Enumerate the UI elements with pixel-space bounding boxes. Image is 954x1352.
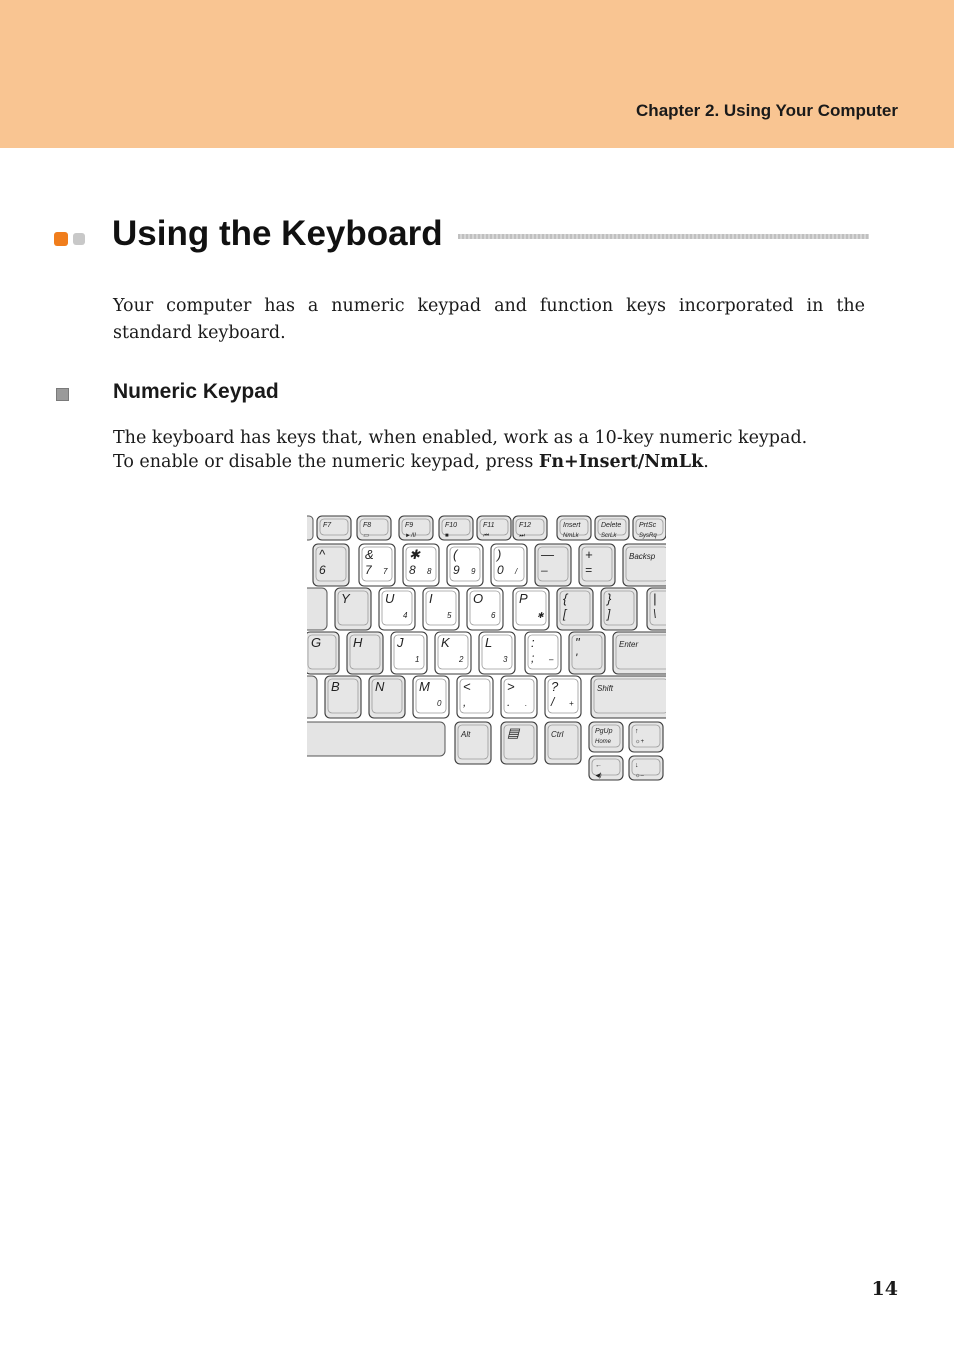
key-ku bbox=[379, 588, 415, 630]
key-main-label: } bbox=[607, 591, 612, 606]
key-numpad-label: ✱ bbox=[537, 611, 544, 620]
key-k9 bbox=[447, 544, 483, 586]
key-kperiod bbox=[501, 676, 537, 718]
key-main-label: J bbox=[397, 635, 404, 650]
key-main-label: — bbox=[541, 547, 554, 562]
title-row bbox=[54, 212, 870, 260]
section-bullet-icon bbox=[56, 388, 69, 401]
shortcut-key-combo: Fn+Insert/NmLk bbox=[538, 452, 704, 472]
section-line-2 bbox=[113, 450, 709, 474]
key-kminus bbox=[535, 544, 571, 586]
key-insert bbox=[557, 516, 591, 540]
key-main-label: L bbox=[485, 635, 493, 650]
key-numpad-label: 4 bbox=[403, 611, 408, 620]
keyboard-svg bbox=[307, 514, 666, 782]
key-klbr bbox=[557, 588, 593, 630]
key-main-label: Alt bbox=[461, 730, 471, 739]
key-k0 bbox=[491, 544, 527, 586]
key-main-label: ▤ bbox=[507, 725, 520, 740]
key-sub-label: ☼+ bbox=[635, 739, 645, 745]
intro-paragraph: Your computer has a numeric keypad and function keys incorporated in the standard keyboard. bbox=[113, 296, 865, 343]
spacebar-key bbox=[307, 722, 445, 756]
key-main-label: K bbox=[441, 635, 450, 650]
key-up bbox=[629, 722, 663, 752]
key-ky bbox=[335, 588, 371, 630]
partial-key bbox=[307, 516, 313, 540]
key-sub-label: = bbox=[585, 563, 593, 577]
key-kp bbox=[513, 588, 549, 630]
key-krbr bbox=[601, 588, 637, 630]
key-main-label: > bbox=[507, 679, 515, 694]
key-sub-label: SysRq bbox=[639, 533, 657, 539]
key-numpad-label: 2 bbox=[459, 655, 464, 664]
key-main-label: Ctrl bbox=[551, 730, 564, 739]
key-main-label: ↑ bbox=[635, 728, 639, 735]
key-numpad-label: 0 bbox=[437, 699, 442, 708]
key-f10 bbox=[439, 516, 473, 540]
key-main-label: M bbox=[419, 679, 430, 694]
key-menu bbox=[501, 722, 537, 764]
section-line-1: The keyboard has keys that, when enabled, work as a 10-key numeric keypad. bbox=[113, 428, 808, 448]
key-ki bbox=[423, 588, 459, 630]
key-numpad-label: 5 bbox=[447, 611, 452, 620]
key-main-label: H bbox=[353, 635, 363, 650]
key-left bbox=[589, 756, 623, 780]
key-main-label: ← bbox=[595, 762, 602, 769]
key-sub-label: ' bbox=[575, 651, 578, 665]
key-sub-label: ►/II bbox=[405, 533, 416, 539]
key-sub-label: ◀) bbox=[595, 773, 602, 779]
key-numpad-label: – bbox=[549, 655, 554, 664]
key-main-label: F8 bbox=[363, 522, 372, 529]
title-rule bbox=[458, 234, 869, 239]
key-main-label: ↓ bbox=[635, 762, 639, 769]
key-kpipe bbox=[647, 588, 666, 630]
key-main-label: ) bbox=[497, 547, 502, 562]
key-sub-label: ; bbox=[531, 651, 535, 665]
key-enter bbox=[613, 632, 666, 674]
key-main-label: Y bbox=[341, 591, 350, 606]
key-numpad-label: 3 bbox=[503, 655, 508, 664]
key-backspace bbox=[623, 544, 666, 586]
key-main-label: B bbox=[331, 679, 340, 694]
key-main-label: F11 bbox=[483, 522, 495, 529]
key-sub-label: ☼– bbox=[635, 773, 644, 779]
key-sub-label: 9 bbox=[453, 563, 460, 577]
key-delete bbox=[595, 516, 629, 540]
key-kcomma bbox=[457, 676, 493, 718]
key-main-label: PgUp bbox=[595, 728, 613, 735]
key-main-label: Enter bbox=[619, 640, 639, 649]
key-main-label: < bbox=[463, 679, 471, 694]
key-cap bbox=[613, 632, 666, 674]
key-main-label: N bbox=[375, 679, 385, 694]
key-k6 bbox=[313, 544, 349, 586]
key-down bbox=[629, 756, 663, 780]
key-sub-label: – bbox=[541, 563, 548, 577]
key-f12 bbox=[513, 516, 547, 540]
key-cap bbox=[589, 722, 623, 752]
key-sub-label: ■ bbox=[445, 533, 449, 539]
key-kslash bbox=[545, 676, 581, 718]
key-cap bbox=[623, 544, 666, 586]
key-pgup bbox=[589, 722, 623, 752]
key-numpad-label: 8 bbox=[427, 567, 432, 576]
key-main-label: PrtSc bbox=[639, 522, 657, 529]
key-kl bbox=[479, 632, 515, 674]
key-main-label: " bbox=[575, 635, 580, 650]
key-main-label: ( bbox=[453, 547, 458, 562]
key-sub-label: , bbox=[463, 695, 467, 709]
key-main-label: Shift bbox=[597, 684, 614, 693]
key-main-label: F10 bbox=[445, 522, 458, 529]
key-kk bbox=[435, 632, 471, 674]
key-kj bbox=[391, 632, 427, 674]
key-sub-label: ScrLk bbox=[601, 533, 617, 539]
key-main-label: { bbox=[563, 591, 568, 606]
line-2-suffix: . bbox=[703, 452, 709, 472]
key-km bbox=[413, 676, 449, 718]
key-sub-label: / bbox=[551, 695, 555, 709]
key-main-label: ✱ bbox=[409, 547, 420, 562]
key-shift bbox=[591, 676, 666, 718]
key-numpad-label: 6 bbox=[491, 611, 496, 620]
key-cap bbox=[629, 722, 663, 752]
key-f11 bbox=[477, 516, 511, 540]
key-sub-label: ⏭ bbox=[519, 533, 525, 539]
key-main-label: P bbox=[519, 591, 528, 606]
key-alt bbox=[455, 722, 491, 764]
key-k8 bbox=[403, 544, 439, 586]
key-k7 bbox=[359, 544, 395, 586]
key-main-label: | bbox=[653, 591, 657, 606]
header-band bbox=[0, 0, 954, 148]
key-sub-label: ▭ bbox=[363, 533, 369, 539]
key-sub-label: NmLk bbox=[563, 533, 579, 539]
key-numpad-label: 1 bbox=[415, 655, 420, 664]
key-main-label: O bbox=[473, 591, 484, 606]
key-f7 bbox=[317, 516, 351, 540]
key-sub-label: [ bbox=[563, 607, 567, 621]
key-sub-label: \ bbox=[653, 607, 657, 621]
key-sub-label: 7 bbox=[365, 563, 372, 577]
key-main-label: + bbox=[585, 547, 593, 562]
chapter-title: Chapter 2. Using Your Computer bbox=[636, 101, 898, 120]
key-main-label: Insert bbox=[563, 522, 581, 529]
key-main-label: F12 bbox=[519, 522, 532, 529]
key-sub-label: 8 bbox=[409, 563, 416, 577]
key-sub-label: . bbox=[507, 695, 511, 709]
orange-bullet-icon bbox=[54, 232, 68, 246]
gray-bullet-icon bbox=[73, 233, 85, 245]
key-main-label: ^ bbox=[319, 547, 326, 562]
key-main-label: : bbox=[531, 635, 535, 650]
key-main-label: I bbox=[429, 591, 433, 606]
key-numpad-label: 7 bbox=[383, 567, 388, 576]
partial-key bbox=[307, 588, 327, 630]
section-title: Numeric Keypad bbox=[113, 380, 279, 403]
key-numpad-label: . bbox=[525, 699, 528, 708]
key-sub-label: Home bbox=[595, 739, 612, 745]
key-main-label: F9 bbox=[405, 522, 414, 529]
key-main-label: G bbox=[311, 635, 322, 650]
key-sub-label: ⏮ bbox=[483, 533, 489, 539]
key-main-label: ? bbox=[551, 679, 559, 694]
key-f8 bbox=[357, 516, 391, 540]
key-cap bbox=[545, 722, 581, 764]
keyboard-illustration bbox=[307, 514, 666, 782]
key-f9 bbox=[399, 516, 433, 540]
key-ctrl bbox=[545, 722, 581, 764]
key-numpad-label: + bbox=[569, 699, 574, 708]
key-ko bbox=[467, 588, 503, 630]
key-main-label: & bbox=[365, 547, 374, 562]
key-main-label: U bbox=[385, 591, 395, 606]
key-kn bbox=[369, 676, 405, 718]
page-title: Using the Keyboard bbox=[112, 214, 443, 253]
key-kplus bbox=[579, 544, 615, 586]
partial-key bbox=[307, 676, 317, 718]
key-kg bbox=[307, 632, 339, 674]
key-numpad-label: / bbox=[515, 567, 518, 576]
key-ksemi bbox=[525, 632, 561, 674]
key-main-label: Backsp bbox=[629, 552, 656, 561]
key-kh bbox=[347, 632, 383, 674]
key-main-label: F7 bbox=[323, 522, 332, 529]
key-prtsc bbox=[633, 516, 666, 540]
line-2-prefix: To enable or disable the numeric keypad, press bbox=[113, 452, 539, 472]
key-cap bbox=[455, 722, 491, 764]
key-kb bbox=[325, 676, 361, 718]
page-number: 14 bbox=[871, 1278, 898, 1300]
key-cap bbox=[591, 676, 666, 718]
key-sub-label: 6 bbox=[319, 563, 326, 577]
key-kquote bbox=[569, 632, 605, 674]
key-numpad-label: 9 bbox=[471, 567, 476, 576]
key-sub-label: 0 bbox=[497, 563, 504, 577]
key-sub-label: ] bbox=[607, 607, 611, 621]
key-main-label: Delete bbox=[601, 522, 622, 529]
